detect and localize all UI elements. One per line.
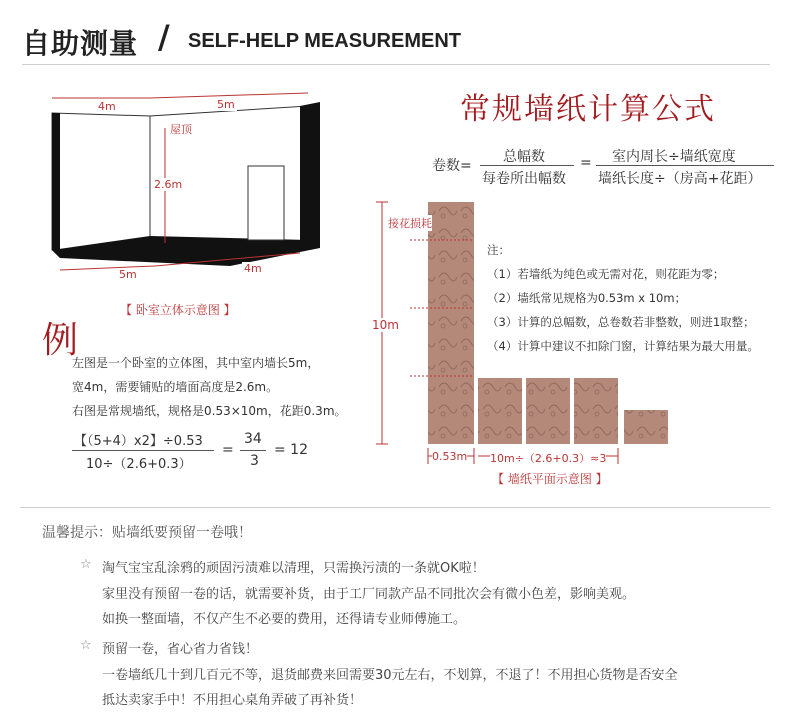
wallpaper-diagram <box>370 200 690 470</box>
tip2-body-1: 一卷墙纸几十到几百元不等，退货邮费来回需要30元左右，不划算，不退了！不用担心货物是否安全 <box>102 668 678 683</box>
dim-bottom-right: 4m <box>244 262 262 275</box>
door <box>248 166 284 240</box>
dim-top-left: 4m <box>98 100 116 113</box>
wallpaper-width-label: 0.53m <box>432 450 468 463</box>
header-divider <box>22 64 770 65</box>
dim-bottom-left: 5m <box>119 268 137 281</box>
tips-title: 温馨提示：贴墙纸要预留一卷哦！ <box>42 525 252 541</box>
note-item-1: （1）若墙纸为纯色或无需对花，则花距为零； <box>487 267 725 281</box>
ceiling-label: 屋顶 <box>170 123 192 136</box>
formula-den2: 墙纸长度÷（房高+花距） <box>598 171 762 187</box>
calc-numerator: 【（5+4）x2】÷0.53 <box>74 434 203 449</box>
wallpaper-caption: 【 墙纸平面示意图 】 <box>492 472 608 486</box>
calc-frac2-num: 34 <box>244 431 262 447</box>
left-post <box>52 113 60 258</box>
example-line-3: 右图是常规墙纸，规格是0.53×10m，花距0.3m。 <box>72 404 347 418</box>
formula-den1: 每卷所出幅数 <box>482 171 566 187</box>
notes-title: 注： <box>487 243 510 257</box>
wallpaper-height-label: 10m <box>372 318 399 332</box>
wallpaper-strip-3 <box>574 378 618 444</box>
calc-eq-1: = <box>222 442 234 458</box>
note-item-3: （3）计算的总幅数，总卷数若非整数，则进1取整； <box>487 315 755 329</box>
example-line-1: 左图是一个卧室的立体图，其中室内墙长5m， <box>72 356 320 370</box>
tip1-body-1: 家里没有预留一卷的话，就需要补货，由于工厂同款产品不同批次会有微小色差，影响美观。 <box>102 587 636 602</box>
tip1-body-2: 如换一整面墙，不仅产生不必要的费用，还得请专业师傅施工。 <box>102 612 467 627</box>
page-title-en: SELF-HELP MEASUREMENT <box>188 30 461 52</box>
formula-num2: 室内周长÷墙纸宽度 <box>612 149 736 165</box>
dim-top-right: 5m <box>217 98 235 111</box>
page-title-cn: 自助测量 <box>22 27 139 60</box>
calc-denominator: 10÷（2.6+0.3） <box>86 457 192 472</box>
wallpaper-strip-2 <box>526 378 570 444</box>
calc-frac-line <box>72 450 214 451</box>
star-icon: ☆ <box>80 557 92 572</box>
title-slash: / <box>158 18 170 56</box>
star-icon: ☆ <box>80 638 92 653</box>
wallpaper-strip-1 <box>478 378 522 444</box>
pattern-loss-label: 接花损耗 <box>388 217 432 230</box>
tip1-head: 淘气宝宝乱涂鸦的顽固污渍难以清理，只需换污渍的一条就OK啦！ <box>102 561 485 576</box>
example-heading: 例 <box>42 320 79 361</box>
formula-num1: 总幅数 <box>503 149 545 165</box>
note-item-2: （2）墙纸常见规格为0.53m x 10m； <box>487 291 687 305</box>
formula-eq: = <box>580 155 592 171</box>
formula-lhs: 卷数= <box>432 158 472 174</box>
right-post <box>300 102 320 248</box>
tip2-head: 预留一卷，省心省力省钱！ <box>102 642 259 657</box>
calc-result: = 12 <box>274 442 308 458</box>
formula-title: 常规墙纸计算公式 <box>460 92 716 127</box>
calc-frac2-line <box>240 450 266 451</box>
room-caption: 【 卧室立体示意图 】 <box>120 303 236 317</box>
example-line-2: 宽4m，需要铺贴的墙面高度是2.6m。 <box>72 380 279 394</box>
tips-divider <box>20 507 770 508</box>
note-item-4: （4）计算中建议不扣除门窗，计算结果为最大用量。 <box>487 339 759 353</box>
wallpaper-strip-remainder <box>624 410 668 444</box>
rolls-calc-label: 10m÷（2.6+0.3）≈3 <box>490 452 607 465</box>
dim-height: 2.6m <box>154 178 183 191</box>
left-wall <box>52 113 150 250</box>
calc-frac2-den: 3 <box>250 453 259 469</box>
frac-line-1 <box>480 165 574 166</box>
wallpaper-roll-full <box>428 202 474 444</box>
tip2-body-2: 抵达卖家手中！不用担心桌角弄破了再补货！ <box>102 693 363 708</box>
frac-line-2 <box>596 165 774 166</box>
